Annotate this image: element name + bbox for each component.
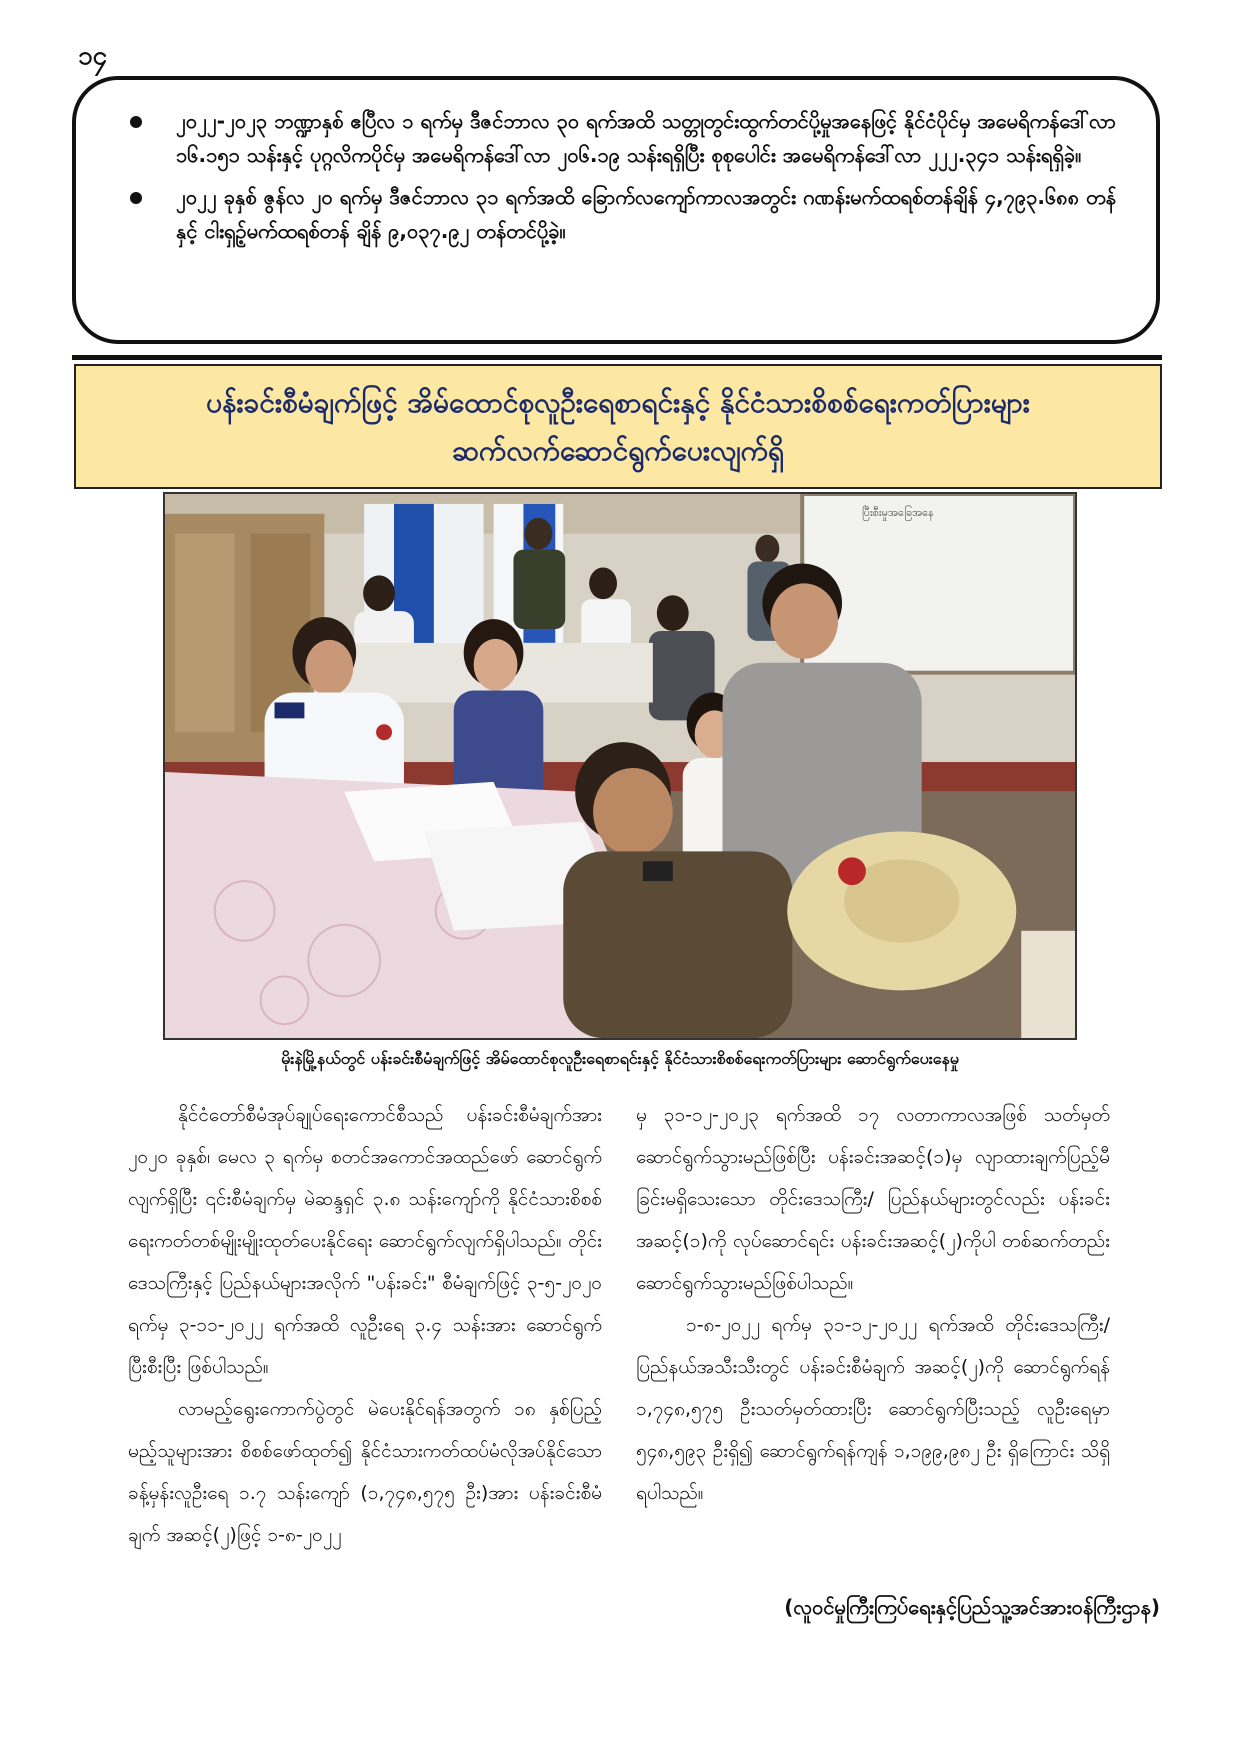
headline-line-1: ပန်းခင်းစီမံချက်ဖြင့် အိမ်ထောင်စုလူဦးရေစာရင်းနှင့် နိုင်ငံသားစိစစ်ရေးကတ်ပြားများ: [206, 385, 1030, 419]
news-photo: [163, 492, 1077, 1040]
photo-illustration: [165, 494, 1075, 1038]
article-paragraph: လာမည့်ရွေးကောက်ပွဲတွင် မဲပေးနိုင်ရန်အတွက် ၁၈ နှစ်ပြည့်မည့်သူများအား စိစစ်ဖော်ထုတ်၍ နိုင်ငံသားကတ်ထပ်မံလိုအပ်နိုင်သော ခန့်မှန်းလူဦးရေ ၁.၇ သန်းကျော် (၁,၇၄၈,၅၇၅ ဦး)အား ပန်းခင်းစီမံချက် အဆင့်(၂)ဖြင့် ၁-၈-၂၀၂၂: [128, 1398, 602, 1546]
article-paragraph: မှ ၃၁-၁၂-၂၀၂၃ ရက်အထိ ၁၇ လတာကာလအဖြစ် သတ်မှတ်ဆောင်ရွက်သွားမည်ဖြစ်ပြီး ပန်းခင်းအဆင့်(၁)မှ လျာထားချက်ပြည့်မီခြင်းမရှိသေးသော တိုင်းဒေသကြီး/ ပြည်နယ်များတွင်လည်း ပန်းခင်းအဆင့်(၁)ကို လုပ်ဆောင်ရင်း ပန်းခင်းအဆင့်(၂)ကိုပါ တစ်ဆက်တည်း ဆောင်ရွက်သွားမည်ဖြစ်ပါသည်။: [636, 1104, 1110, 1294]
info-bullet-text: ၂၀၂၂-၂၀၂၃ ဘဏ္ဍာနှစ် ဧပြီလ ၁ ရက်မှ ဒီဇင်ဘာလ ၃၀ ရက်အထိ သတ္တုတွင်းထွက်တင်ပို့မှုအနေဖြင့် နိုင်ငံပိုင်မှ အမေရိကန်ဒေါ်လာ ၁၆.၁၅၁ သန်းနှင့် ပုဂ္ဂလိကပိုင်မှ အမေရိကန်ဒေါ်လာ ၂၀၆.၁၉ သန်းရရှိပြီး စုစုပေါင်း အမေရိကန်ဒေါ်လာ ၂၂၂.၃၄၁ သန်းရရှိခဲ့။: [176, 109, 1116, 167]
article-column-left: [128, 1094, 602, 1556]
article-column-right: [636, 1094, 1110, 1514]
bullet-dot-icon: [130, 192, 142, 204]
info-bullet-text: ၂၀၂၂ ခုနှစ် ဇွန်လ ၂၀ ရက်မှ ဒီဇင်ဘာလ ၃၁ ရက်အထိ ခြောက်လကျော်ကာလအတွင်း ဂဏန်းမက်ထရစ်တန်ချိန် ၄,၇၉၃.၆၈၈ တန်နှင့် ငါးရှဉ့်မက်ထရစ်တန် ချိန် ၉,၀၃၇.၉၂ တန်တင်ပို့ခဲ့။: [176, 185, 1116, 243]
headline-box: [74, 364, 1162, 489]
article-paragraph: ၁-၈-၂၀၂၂ ရက်မှ ၃၁-၁၂-၂၀၂၂ ရက်အထိ တိုင်းဒေသကြီး/ပြည်နယ်အသီးသီးတွင် ပန်းခင်းစီမံချက် အဆင့်(၂)ကို ဆောင်ရွက်ရန် ၁,၇၄၈,၅၇၅ ဦးသတ်မှတ်ထားပြီး ဆောင်ရွက်ပြီးသည့် လူဦးရေမှာ ၅၄၈,၅၉၃ ဦးရှိ၍ ဆောင်ရွက်ရန်ကျန် ၁,၁၉၉,၉၈၂ ဦး ရှိကြောင်း သိရှိရပါသည်။: [636, 1314, 1110, 1504]
info-bullet-1: [120, 104, 1116, 172]
info-bullet-2: [120, 180, 1116, 248]
info-bullet-list: [120, 104, 1116, 248]
headline-line-2: ဆက်လက်ဆောင်ရွက်ပေးလျက်ရှိ: [451, 433, 785, 467]
bullet-dot-icon: [130, 116, 142, 128]
page-number: ၁၄: [78, 41, 108, 71]
article-paragraph: နိုင်ငံတော်စီမံအုပ်ချုပ်ရေးကောင်စီသည် ပန်းခင်းစီမံချက်အား ၂၀၂၀ ခုနှစ်၊ မေလ ၃ ရက်မှ စတင်အကောင်အထည်ဖော် ဆောင်ရွက်လျက်ရှိပြီး ၎င်းစီမံချက်မှ မဲဆန္ဒရှင် ၃.၈ သန်းကျော်ကို နိုင်ငံသားစိစစ်ရေးကတ်တစ်မျိုးမျိုးထုတ်ပေးနိုင်ရေး ဆောင်ရွက်လျက်ရှိပါသည်။ တိုင်းဒေသကြီးနှင့် ပြည်နယ်များအလိုက် "ပန်းခင်း" စီမံချက်ဖြင့် ၃-၅-၂၀၂၀ ရက်မှ ၃-၁၁-၂၀၂၂ ရက်အထိ လူဦးရေ ၃.၄ သန်းအား ဆောင်ရွက်ပြီးစီးပြီး ဖြစ်ပါသည်။: [128, 1104, 602, 1378]
photo-caption: မိုးနဲမြို့နယ်တွင် ပန်းခင်းစီမံချက်ဖြင့် အိမ်ထောင်စုလူဦးရေစာရင်းနှင့် နိုင်ငံသားစိစစ်ရေးကတ်ပြားများ ဆောင်ရွက်ပေးနေမှု: [281, 1049, 959, 1068]
info-box: [72, 76, 1160, 344]
section-divider: [72, 355, 1162, 360]
article-source: (လူဝင်မှုကြီးကြပ်ရေးနှင့်ပြည်သူ့အင်အားဝန်ကြီးဌာန): [784, 1595, 1160, 1619]
whiteboard-text: ပြီးစီးမှုအခြေအနေ: [861, 505, 934, 519]
